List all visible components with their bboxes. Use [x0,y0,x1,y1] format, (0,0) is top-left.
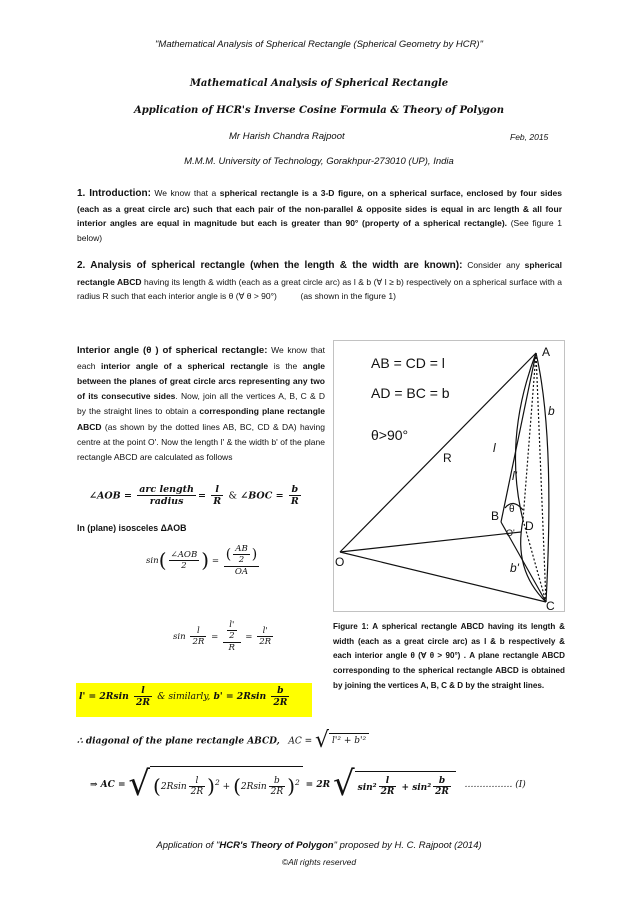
eq1-num: arc length [139,484,194,495]
interior-text: is the [268,361,303,372]
affiliation: M.M.M. University of Technology, Gorakhpur-273010 (UP), India [184,156,454,167]
figure-caption: Figure 1: A spherical rectangle ABCD having its length & width (each as a great circle arc) as l & b respectively & each interior angle θ (∀ θ > 90°) . A plane rectangle ABCD corresponding to the spherical rectangle ABCD is obtained by joining the vertices A, B, C & D by the straight lines. [333,622,565,690]
result-similarly: & similarly, [157,691,211,703]
paper-subtitle: Application of HCR's Inverse Cosine Formula & Theory of Polygon [134,105,504,116]
bprime-label: b' [510,561,519,575]
result-lprime: l' = 2Rsin [79,691,129,703]
twoR-den: 2R [273,697,288,709]
twoR-den: 2R [435,787,449,798]
two-den: 2 [181,560,187,571]
footer-pre: Application of " [156,840,220,851]
R-den: R [228,642,236,653]
interior-text: We know that each [77,345,325,372]
footer-line1 [0,839,638,854]
final-ac: ⇒ AC = [90,779,126,790]
vertex-b: B [491,509,500,523]
b-num: b [271,685,289,697]
equation-ac-final: ⇒ AC = √ (2Rsin $\frac{l}{2R}$ )$^2$ + (2Rsin $\frac{b}{2R}$ )$^2$ = 2R √ sin² $\frac{l}{2R}$ + sin² $\frac{b}{2R}$ ……………. (I) [90,764,526,804]
interior-heading: Interior angle (θ ) of spherical rectangle: [77,345,268,356]
lprime-label: l' [512,469,517,483]
final-sin2-a: sin² [357,782,377,793]
oa-den: OA [234,566,249,577]
vertex-c: C [546,599,555,612]
footer-copyright: ©All rights reserved [281,857,357,867]
intro-lead: We know that a [150,188,220,198]
interior-bold: interior angle of a spherical rectangle [101,361,269,372]
interior-text: (as shown by the dotted lines AB, BC, CD & DA) having centre at the point O'. Now the length l' & the width b' of the plane rectangle ABCD are calculated as follows [77,421,325,462]
intro-heading: 1. Introduction: [77,188,151,199]
isosceles-label: In (plane) isosceles ΔAOB [77,523,187,533]
plus: + [222,782,231,793]
theta-label: θ [509,504,515,515]
vertex-d: D [525,519,534,533]
footer-bold: HCR's Theory of Polygon [219,840,334,851]
equation-sin-l: sin $\frac{l}{2R}$ = $\frac{\frac{l'}{2}}{R}$ = $\frac{l'}{2R}$ [173,620,272,653]
two-den: 2 [238,555,245,566]
lprime-num: l' [227,620,236,631]
author-name: Mr Harish Chandra Rajpoot [229,131,345,142]
point-o: O [335,555,345,569]
paper-title: Mathematical Analysis of Spherical Rectangle [189,78,449,89]
diag-ac: AC = [288,736,313,747]
sin-label: sin [173,631,186,642]
interior-angle-paragraph [77,342,325,465]
sup2: 2 [295,778,300,788]
l-num: l [190,626,206,637]
interior-bold: angle between the planes of great circle arcs representing any two of its consecutive sides [77,361,325,402]
publication-date: Feb, 2015 [510,132,549,142]
running-header: "Mathematical Analysis of Spherical Rectangle (Spherical Geometry by HCR)" [155,39,483,50]
equation-sin-aob: sin( $\frac{\text{∠AOB}}{2}$ ) = ( $\frac{AB}{2}$ ) OA [146,544,258,577]
intro-paragraph [77,185,562,245]
sin-label: sin [146,555,159,566]
section2-text2: having its length & width (each as a great circle arc) as l & b (∀ l ≥ b) respectively on a spherical surface with a radius R such that each interior angle is θ (∀ θ > 90°) [77,276,562,302]
arc-l-label: l [493,441,496,455]
diagonal-label: ∴ diagonal of the plane rectangle ABCD, [77,736,280,747]
equation-number: ……………. (I) [464,779,526,790]
final-2R: = 2R [305,779,331,790]
b-num: b [269,776,286,788]
intro-bold: spherical rectangle is a 3-D figure, on a spherical surface, enclosed by four sides (each as a great circle arc) such that each pair of the non-parallel & opposite sides is equal in arc length & all four interior angles are equal in magnitude but each is greater than 90° (property of a spherical rectangle). [77,188,563,229]
twoR-den: 2R [192,636,205,647]
l-num: l [134,685,152,697]
twoR-den: 2R [135,697,151,709]
footer-post: " proposed by H. C. Rajpoot (2014) [333,840,482,851]
section2-heading: 2. Analysis of spherical rectangle (when the length & the width are known): [77,260,463,271]
two-den: 2 [229,631,235,642]
arc-b-label: b [548,404,555,418]
intro-note: (See figure 1 below) [77,218,562,243]
section2-bold1: spherical rectangle ABCD [77,260,562,287]
point-o-prime: O' [506,528,515,538]
radius-label: R [443,451,452,465]
eq1-l: l [211,484,223,496]
lprime-num: l' [257,626,273,637]
equation-diagonal: ∴ diagonal of the plane rectangle ABCD, AC = √ l'² + b'² [77,724,369,758]
diag-radicand: l'² + b'² [329,733,369,749]
vertex-a: A [542,345,551,359]
eq1-den: radius [149,496,184,508]
eq1-lhs: ∠AOB = [89,490,132,502]
sup2: 2 [214,778,220,788]
section2-paragraph [77,257,562,304]
twoR-den: 2R [259,636,272,647]
final-sin2-b: sin² [412,782,432,793]
figure-spherical-rectangle [333,340,565,612]
figure-label-ab-cd: AB = CD = l [371,355,445,371]
interior-bold: corresponding plane rectangle ABCD [77,406,326,432]
interior-text: . Now, join all the vertices A, B, C & D by the straight lines to obtain a [77,391,325,417]
twoR-den: 2R [190,787,204,798]
twoR-den: 2R [380,787,395,798]
section2-note: (as shown in the figure 1) [300,291,396,302]
equation-angle-aob: ∠AOB = $\frac{\text{arc length}}{\text{radius}}$ = $\frac{l}{R}$ & ∠BOC = $\frac{b}{R}$ [89,484,299,508]
l-num: l [379,776,397,788]
twoR-den: 2R [270,787,284,798]
eq1-R: R [213,496,222,508]
eq1-R2: R [290,496,299,508]
plus: + [401,782,410,793]
figure-label-theta: θ>90° [371,427,409,443]
final-term2: 2Rsin [240,782,267,793]
ab-num: AB [235,544,248,554]
result-bprime: b' = 2Rsin [213,691,267,703]
b-num: b [433,776,451,788]
equation-result-highlight [76,683,312,717]
figure-label-ad-bc: AD = BC = b [371,385,450,401]
eq1-amp: & [228,490,237,502]
section2-text1: Consider any [462,260,525,270]
aob-num: ∠AOB [170,549,198,560]
eq1-b: b [289,484,301,496]
eq1-boc: ∠BOC = [240,490,284,502]
l-num: l [189,776,206,788]
final-term1: 2Rsin [160,782,187,793]
